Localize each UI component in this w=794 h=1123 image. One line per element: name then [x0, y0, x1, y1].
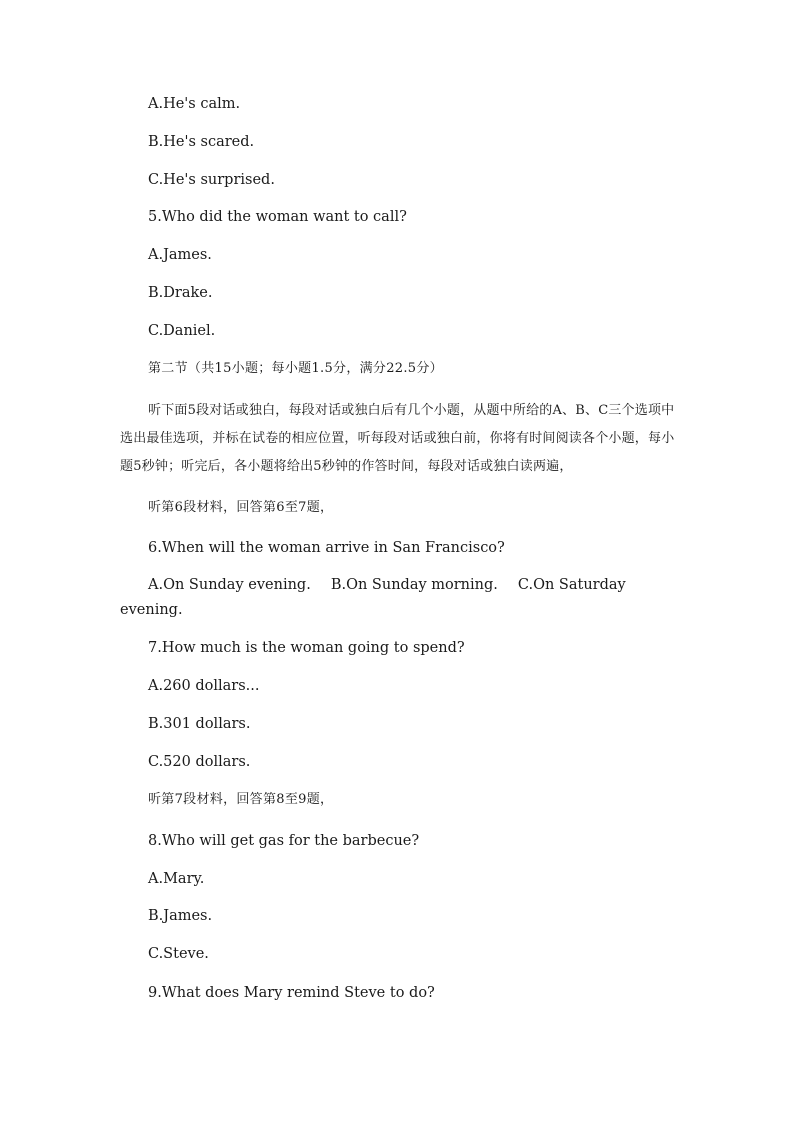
material6-intro: 听第6段材料，回答第6至7题， [148, 500, 334, 515]
q7-option-b: B.301 dollars. [148, 716, 251, 732]
q5-option-c: C.Daniel. [148, 323, 216, 339]
section2-instructions: 听下面5段对话或独白，每段对话或独白后有几个小题，从题中所给的A、B、C三个选项中选出最佳选项，并标在试卷的相应位置，听每段对话或独白前，你将有时间阅读各个小题，每小题5秒钟；听完后，各小题将给出5秒钟的作答时间，每段对话或独白读两遍， [120, 403, 675, 474]
q6-question: 6.When will the woman arrive in San Francisco? [148, 540, 505, 556]
q4-option-c: C.He's surprised. [148, 172, 275, 188]
q5-option-a: A.James. [148, 247, 212, 263]
q8-question: 8.Who will get gas for the barbecue? [148, 833, 420, 849]
section2-heading: 第二节（共15小题；每小题1.5分，满分22.5分） [148, 361, 443, 376]
q6-option-a: A.On Sunday evening. [148, 577, 311, 593]
q7-question: 7.How much is the woman going to spend? [148, 640, 465, 656]
q6-option-b: B.On Sunday morning. [330, 577, 498, 593]
q7-option-a: A.260 dollars... [148, 678, 260, 694]
q5-question: 5.Who did the woman want to call? [148, 209, 407, 225]
q8-option-c: C.Steve. [148, 946, 209, 962]
q8-option-a: A.Mary. [148, 871, 205, 887]
q4-option-b: B.He's scared. [148, 134, 255, 150]
q7-option-c: C.520 dollars. [148, 754, 251, 770]
q9-question: 9.What does Mary remind Steve to do? [148, 985, 435, 1001]
q4-option-a: A.He's calm. [148, 96, 241, 112]
q5-option-b: B.Drake. [148, 285, 213, 301]
material7-intro: 听第7段材料，回答第8至9题， [148, 792, 334, 807]
q6-option-c: C.On Saturday evening. [120, 577, 626, 618]
q8-option-b: B.James. [148, 908, 213, 924]
q6-options [120, 573, 640, 623]
